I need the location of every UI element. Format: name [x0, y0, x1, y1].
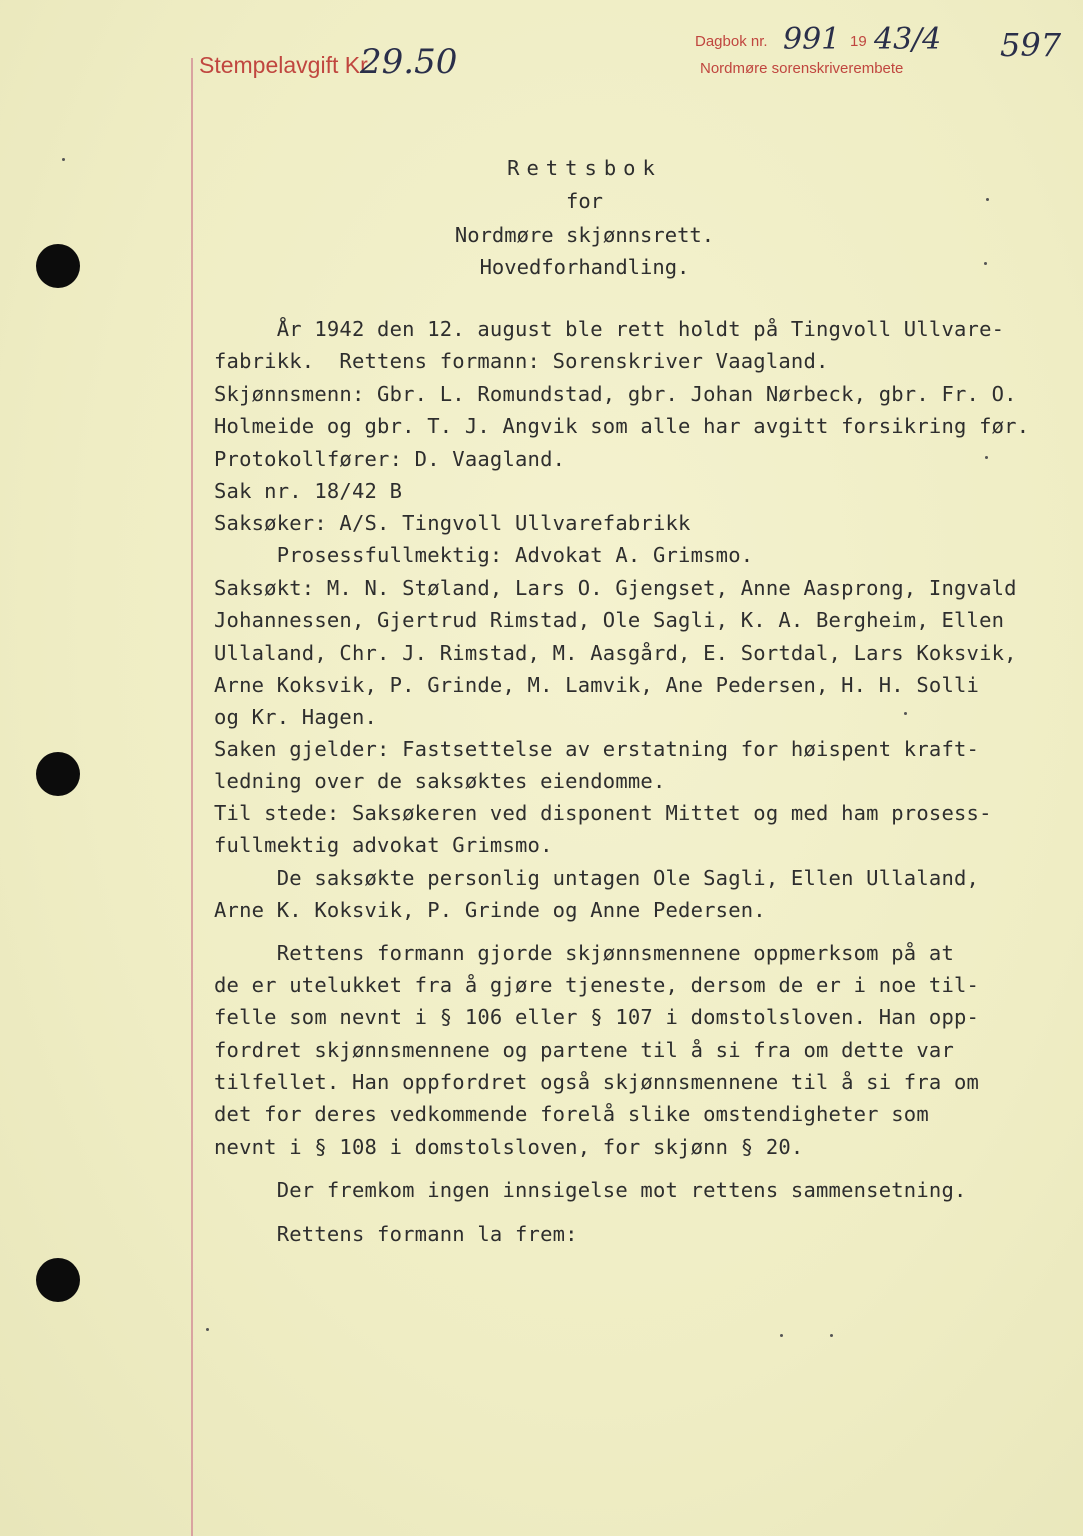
- margin-rule: [191, 58, 193, 1536]
- title-for: for: [565, 189, 604, 213]
- body-line: Saksøkt: M. N. Støland, Lars O. Gjengset, Anne Aasprong, Ingvald: [214, 576, 1017, 600]
- stamp-fee-value: 29.50: [360, 42, 458, 82]
- dagbok-suffix: /4: [912, 22, 942, 57]
- office-label: Nordmøre sorenskriverembete: [700, 60, 904, 77]
- body-line: År 1942 den 12. august ble rett holdt på Tingvoll Ullvare-: [214, 317, 1005, 341]
- stamp-fee-label: Stempelavgift Kr.: [199, 52, 373, 78]
- body-line: Holmeide og gbr. T. J. Angvik som alle har avgitt forsikring før.: [214, 414, 1030, 438]
- body-line: de er utelukket fra å gjøre tjeneste, dersom de er i noe til-: [214, 973, 980, 997]
- paper-speck: [830, 1334, 833, 1337]
- dagbok-label: Dagbok nr.: [695, 33, 768, 50]
- title-hearing: Hovedforhandling.: [479, 255, 690, 279]
- body-line: Prosessfullmektig: Advokat A. Grimsmo.: [214, 543, 754, 567]
- body-line: det for deres vedkommende forelå slike omstendigheter som: [214, 1102, 929, 1126]
- body-line: ledning over de saksøktes eiendomme.: [214, 769, 666, 793]
- punch-hole: [36, 752, 80, 796]
- body-line: Saksøker: A/S. Tingvoll Ullvarefabrikk: [214, 511, 691, 535]
- title-rettsbok: Rettsbok: [507, 156, 662, 180]
- dagbok-year: 43: [874, 22, 913, 57]
- dagbok-number: 991: [783, 22, 841, 57]
- paper-speck: [206, 1328, 209, 1331]
- body-line: fabrikk. Rettens formann: Sorenskriver Vaagland.: [214, 349, 829, 373]
- paper-speck: [984, 262, 987, 265]
- body-line: nevnt i § 108 i domstolsloven, for skjønn § 20.: [214, 1135, 804, 1159]
- body-line: tilfellet. Han oppfordret også skjønnsmennene til å si fra om: [214, 1070, 980, 1094]
- body-line: Til stede: Saksøkeren ved disponent Mittet og med ham prosess-: [214, 801, 992, 825]
- title-court: Nordmøre skjønnsrett.: [454, 223, 715, 247]
- body-line: Rettens formann gjorde skjønnsmennene oppmerksom på at: [214, 941, 954, 965]
- body-line: fullmektig advokat Grimsmo.: [214, 833, 553, 857]
- body-line: Skjønnsmenn: Gbr. L. Romundstad, gbr. Johan Nørbeck, gbr. Fr. O.: [214, 382, 1017, 406]
- body-line: felle som nevnt i § 106 eller § 107 i domstolsloven. Han opp-: [214, 1005, 980, 1029]
- body-line: Arne Koksvik, P. Grinde, M. Lamvik, Ane Pedersen, H. H. Solli: [214, 673, 980, 697]
- paper-speck: [986, 198, 989, 201]
- dagbok-year-prefix: 19: [850, 33, 867, 50]
- body-line: Der fremkom ingen innsigelse mot rettens sammensetning.: [214, 1178, 967, 1202]
- paper-speck: [904, 712, 907, 715]
- body-line: Johannessen, Gjertrud Rimstad, Ole Sagli, K. A. Bergheim, Ellen: [214, 608, 1005, 632]
- body-line: fordret skjønnsmennene og partene til å si fra om dette var: [214, 1038, 954, 1062]
- body-line: Saken gjelder: Fastsettelse av erstatning for høispent kraft-: [214, 737, 980, 761]
- body-line: Ullaland, Chr. J. Rimstad, M. Aasgård, E. Sortdal, Lars Koksvik,: [214, 641, 1017, 665]
- body-line: og Kr. Hagen.: [214, 705, 378, 729]
- folio-number: 597: [1000, 26, 1062, 64]
- paper-speck: [780, 1334, 783, 1337]
- punch-hole: [36, 1258, 80, 1302]
- body-line: De saksøkte personlig untagen Ole Sagli, Ellen Ullaland,: [214, 866, 980, 890]
- body-line: Arne K. Koksvik, P. Grinde og Anne Pedersen.: [214, 898, 766, 922]
- paper-speck: [985, 456, 988, 459]
- body-line: Rettens formann la frem:: [214, 1222, 578, 1246]
- body-line: Protokollfører: D. Vaagland.: [214, 447, 566, 471]
- body-line: Sak nr. 18/42 B: [214, 479, 403, 503]
- paper-speck: [62, 158, 65, 161]
